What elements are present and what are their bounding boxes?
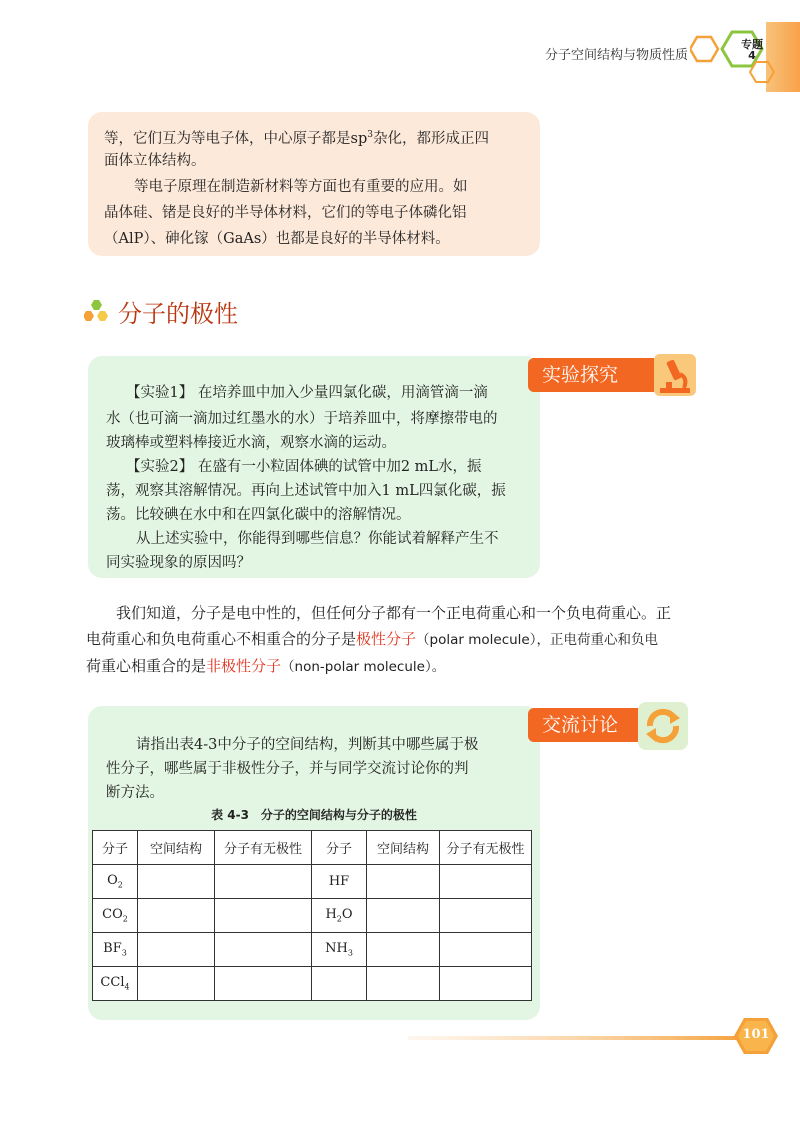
- structure-cell[interactable]: [367, 933, 440, 967]
- chapter-label-text: 专题: [741, 38, 763, 51]
- col-header: 分子: [312, 831, 367, 865]
- molecule-cell: $CO_2$: [93, 899, 138, 933]
- refresh-cycle-icon: [636, 700, 690, 752]
- structure-cell[interactable]: [367, 967, 440, 1001]
- hexagon-cluster-icon: [84, 298, 114, 326]
- polarity-cell[interactable]: [440, 967, 532, 1001]
- chapter-number: 4: [748, 49, 756, 62]
- discussion-box: [88, 706, 540, 1020]
- table-row: [93, 933, 532, 967]
- experiment-box: [88, 356, 540, 578]
- footer-gradient-line: [408, 1036, 746, 1040]
- structure-cell[interactable]: [367, 865, 440, 899]
- experiment-line-7: 从上述实验中，你能得到哪些信息？你能试着解释产生不: [136, 531, 499, 547]
- experiment-line-2: 水（也可滴一滴加过红墨水的水）于培养皿中，将摩擦带电的: [106, 411, 498, 427]
- nonpolar-molecule-term: 非极性分子: [206, 657, 282, 675]
- polarity-cell[interactable]: [215, 865, 312, 899]
- experiment-line-1: 【实验1】 在培养皿中加入少量四氯化碳，用滴管滴一滴: [126, 385, 488, 401]
- molecule-cell: CCl$_4$: [93, 967, 138, 1001]
- polarity-cell[interactable]: [440, 865, 532, 899]
- experiment-line-4: 【实验2】 在盛有一小粒固体碘的试管中加2 mL水，振: [126, 459, 482, 475]
- molecule-polarity-table: [92, 830, 532, 1001]
- note-line-3: 等电子原理在制造新材料等方面也有重要的应用。如: [134, 179, 468, 195]
- polarity-cell[interactable]: [215, 967, 312, 1001]
- note-line-1: 等，它们互为等电子体，中心原子都是$sp^3$杂化，都形成正四: [104, 130, 489, 147]
- col-header: 分子有无极性: [215, 831, 312, 865]
- molecule-cell: [312, 967, 367, 1001]
- intro-line-1: 我们知道，分子是电中性的，但任何分子都有一个正电荷重心和一个负电荷重心。正: [116, 604, 672, 622]
- intro-line-3: 荷重心相重合的是非极性分子（non-polar molecule）。: [86, 657, 446, 675]
- molecule-cell: $BF_3$: [93, 933, 138, 967]
- note-line-2: 面体立体结构。: [104, 153, 206, 169]
- discussion-line-2: 性分子，哪些属于非极性分子，并与同学交流讨论你的判: [106, 761, 469, 777]
- discussion-line-3: 断方法。: [106, 785, 164, 801]
- experiment-line-8: 同实验现象的原因吗？: [106, 555, 251, 571]
- experiment-tag: 实验探究: [528, 358, 654, 392]
- table-row: [93, 899, 532, 933]
- polarity-cell[interactable]: [440, 933, 532, 967]
- molecule-cell: $NH_3$: [312, 933, 367, 967]
- table-header-row: [93, 831, 532, 865]
- note-line-5: （AlP）、砷化镓（GaAs）也都是良好的半导体材料。: [104, 231, 450, 247]
- page-number: 101: [742, 1027, 770, 1042]
- table-caption: 表 4-3 分子的空间结构与分子的极性: [211, 808, 417, 822]
- molecule-cell: HF: [312, 865, 367, 899]
- col-header: 空间结构: [138, 831, 215, 865]
- section-title: 分子的极性: [118, 300, 238, 328]
- structure-cell[interactable]: [138, 865, 215, 899]
- note-line-4: 晶体硅、锗是良好的半导体材料，它们的等电子体磷化铝: [104, 205, 467, 221]
- discussion-line-1: 请指出表4-3中分子的空间结构，判断其中哪些属于极: [136, 737, 479, 753]
- col-header: 空间结构: [367, 831, 440, 865]
- polarity-cell[interactable]: [215, 933, 312, 967]
- experiment-line-5: 荡，观察其溶解情况。再向上述试管中加入1 mL四氯化碳，振: [106, 483, 506, 499]
- experiment-line-3: 玻璃棒或塑料棒接近水滴，观察水滴的运动。: [106, 435, 396, 451]
- table-row: [93, 967, 532, 1001]
- table-row: [93, 865, 532, 899]
- molecule-cell: $O_2$: [93, 865, 138, 899]
- polarity-cell[interactable]: [215, 899, 312, 933]
- structure-cell[interactable]: [367, 899, 440, 933]
- discussion-tag: 交流讨论: [528, 708, 640, 742]
- structure-cell[interactable]: [138, 899, 215, 933]
- col-header: 分子: [93, 831, 138, 865]
- structure-cell[interactable]: [138, 967, 215, 1001]
- header-title: 分子空间结构与物质性质: [544, 48, 688, 63]
- polarity-definition-paragraph: [86, 600, 718, 680]
- isoelectronic-note-box: [88, 112, 540, 256]
- structure-cell[interactable]: [138, 933, 215, 967]
- polarity-cell[interactable]: [440, 899, 532, 933]
- intro-line-2: 电荷重心和负电荷重心不相重合的分子是极性分子（polar molecule），正电荷重心和负电: [86, 630, 658, 648]
- experiment-line-6: 荡。比较碘在水中和在四氯化碳中的溶解情况。: [106, 507, 411, 523]
- col-header: 分子有无极性: [440, 831, 532, 865]
- molecule-cell: $H_2O$: [312, 899, 367, 933]
- microscope-icon: [652, 352, 698, 398]
- chapter-label: [738, 39, 766, 61]
- polar-molecule-term: 极性分子: [356, 630, 417, 648]
